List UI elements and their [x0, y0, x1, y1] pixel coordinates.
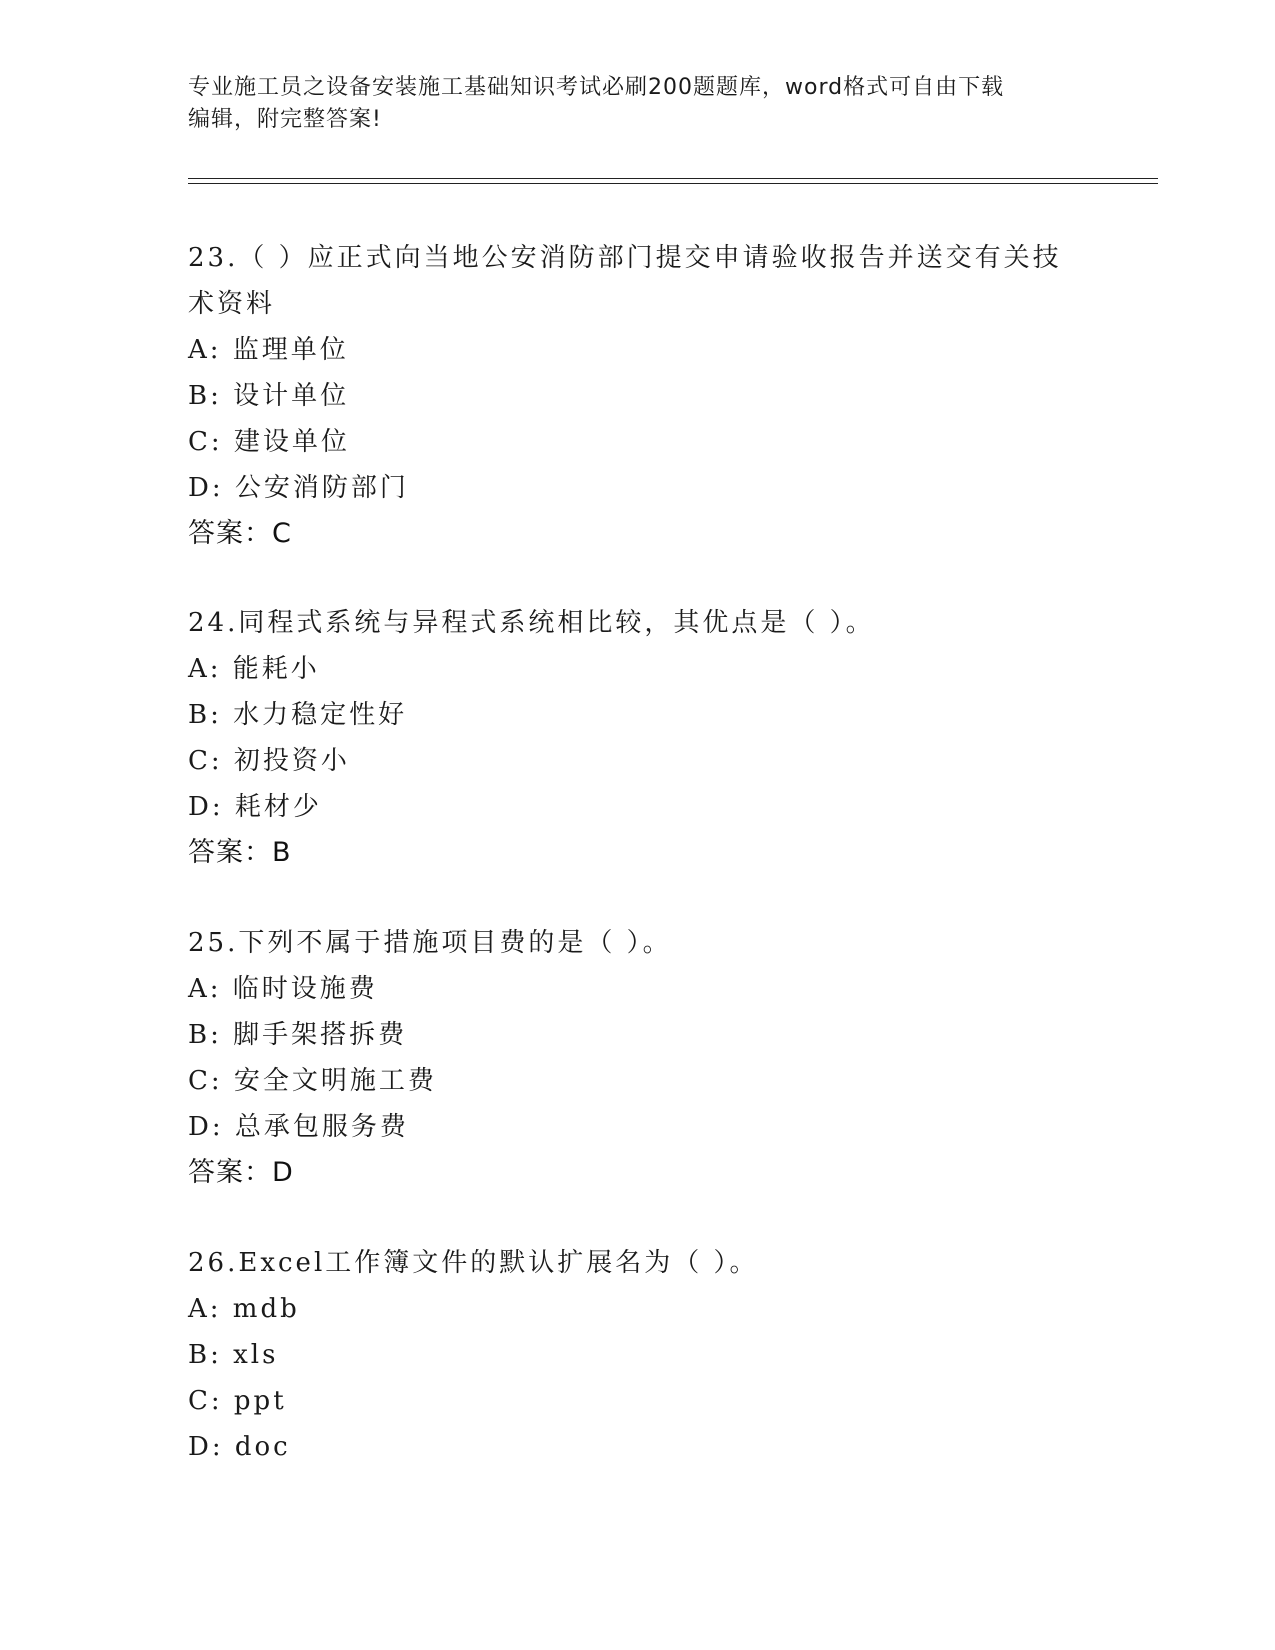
question-24 — [188, 600, 1068, 876]
option-b: B: 水力稳定性好 — [188, 700, 408, 730]
question-stem-continued: 术资料 — [188, 289, 276, 319]
option-c: C: ppt — [188, 1386, 287, 1416]
question-stem: 25.下列不属于措施项目费的是（ ）。 — [188, 928, 672, 958]
question-26 — [188, 1240, 1068, 1470]
option-c: C: 建设单位 — [188, 427, 350, 457]
option-b: B: 脚手架搭拆费 — [188, 1020, 408, 1050]
option-d: D: 总承包服务费 — [188, 1112, 409, 1142]
option-b: B: 设计单位 — [188, 381, 350, 411]
option-a: A: 监理单位 — [188, 335, 349, 365]
option-c: C: 初投资小 — [188, 746, 350, 776]
answer-line: 答案：B — [188, 837, 292, 868]
option-a: A: mdb — [188, 1294, 300, 1324]
option-d: D: 耗材少 — [188, 792, 322, 822]
header-line-2: 编辑，附完整答案! — [188, 107, 382, 132]
option-c: C: 安全文明施工费 — [188, 1066, 437, 1096]
answer-line: 答案：D — [188, 1157, 294, 1188]
question-stem: 24.同程式系统与异程式系统相比较，其优点是（ ）。 — [188, 608, 875, 638]
option-b: B: xls — [188, 1340, 279, 1370]
option-a: A: 临时设施费 — [188, 974, 378, 1004]
question-stem: 23.（ ）应正式向当地公安消防部门提交申请验收报告并送交有关技 — [188, 243, 1062, 273]
header-divider-top — [188, 178, 1158, 179]
document-header — [188, 72, 1088, 136]
header-divider-bottom — [188, 183, 1158, 184]
option-a: A: 能耗小 — [188, 654, 320, 684]
option-d: D: doc — [188, 1432, 291, 1462]
header-line-1: 专业施工员之设备安装施工基础知识考试必刷200题题库，word格式可自由下载 — [188, 75, 1005, 100]
question-23 — [188, 235, 1068, 557]
answer-line: 答案：C — [188, 518, 292, 549]
question-stem: 26.Excel工作簿文件的默认扩展名为（ ）。 — [188, 1248, 759, 1278]
question-25 — [188, 920, 1068, 1196]
option-d: D: 公安消防部门 — [188, 473, 409, 503]
